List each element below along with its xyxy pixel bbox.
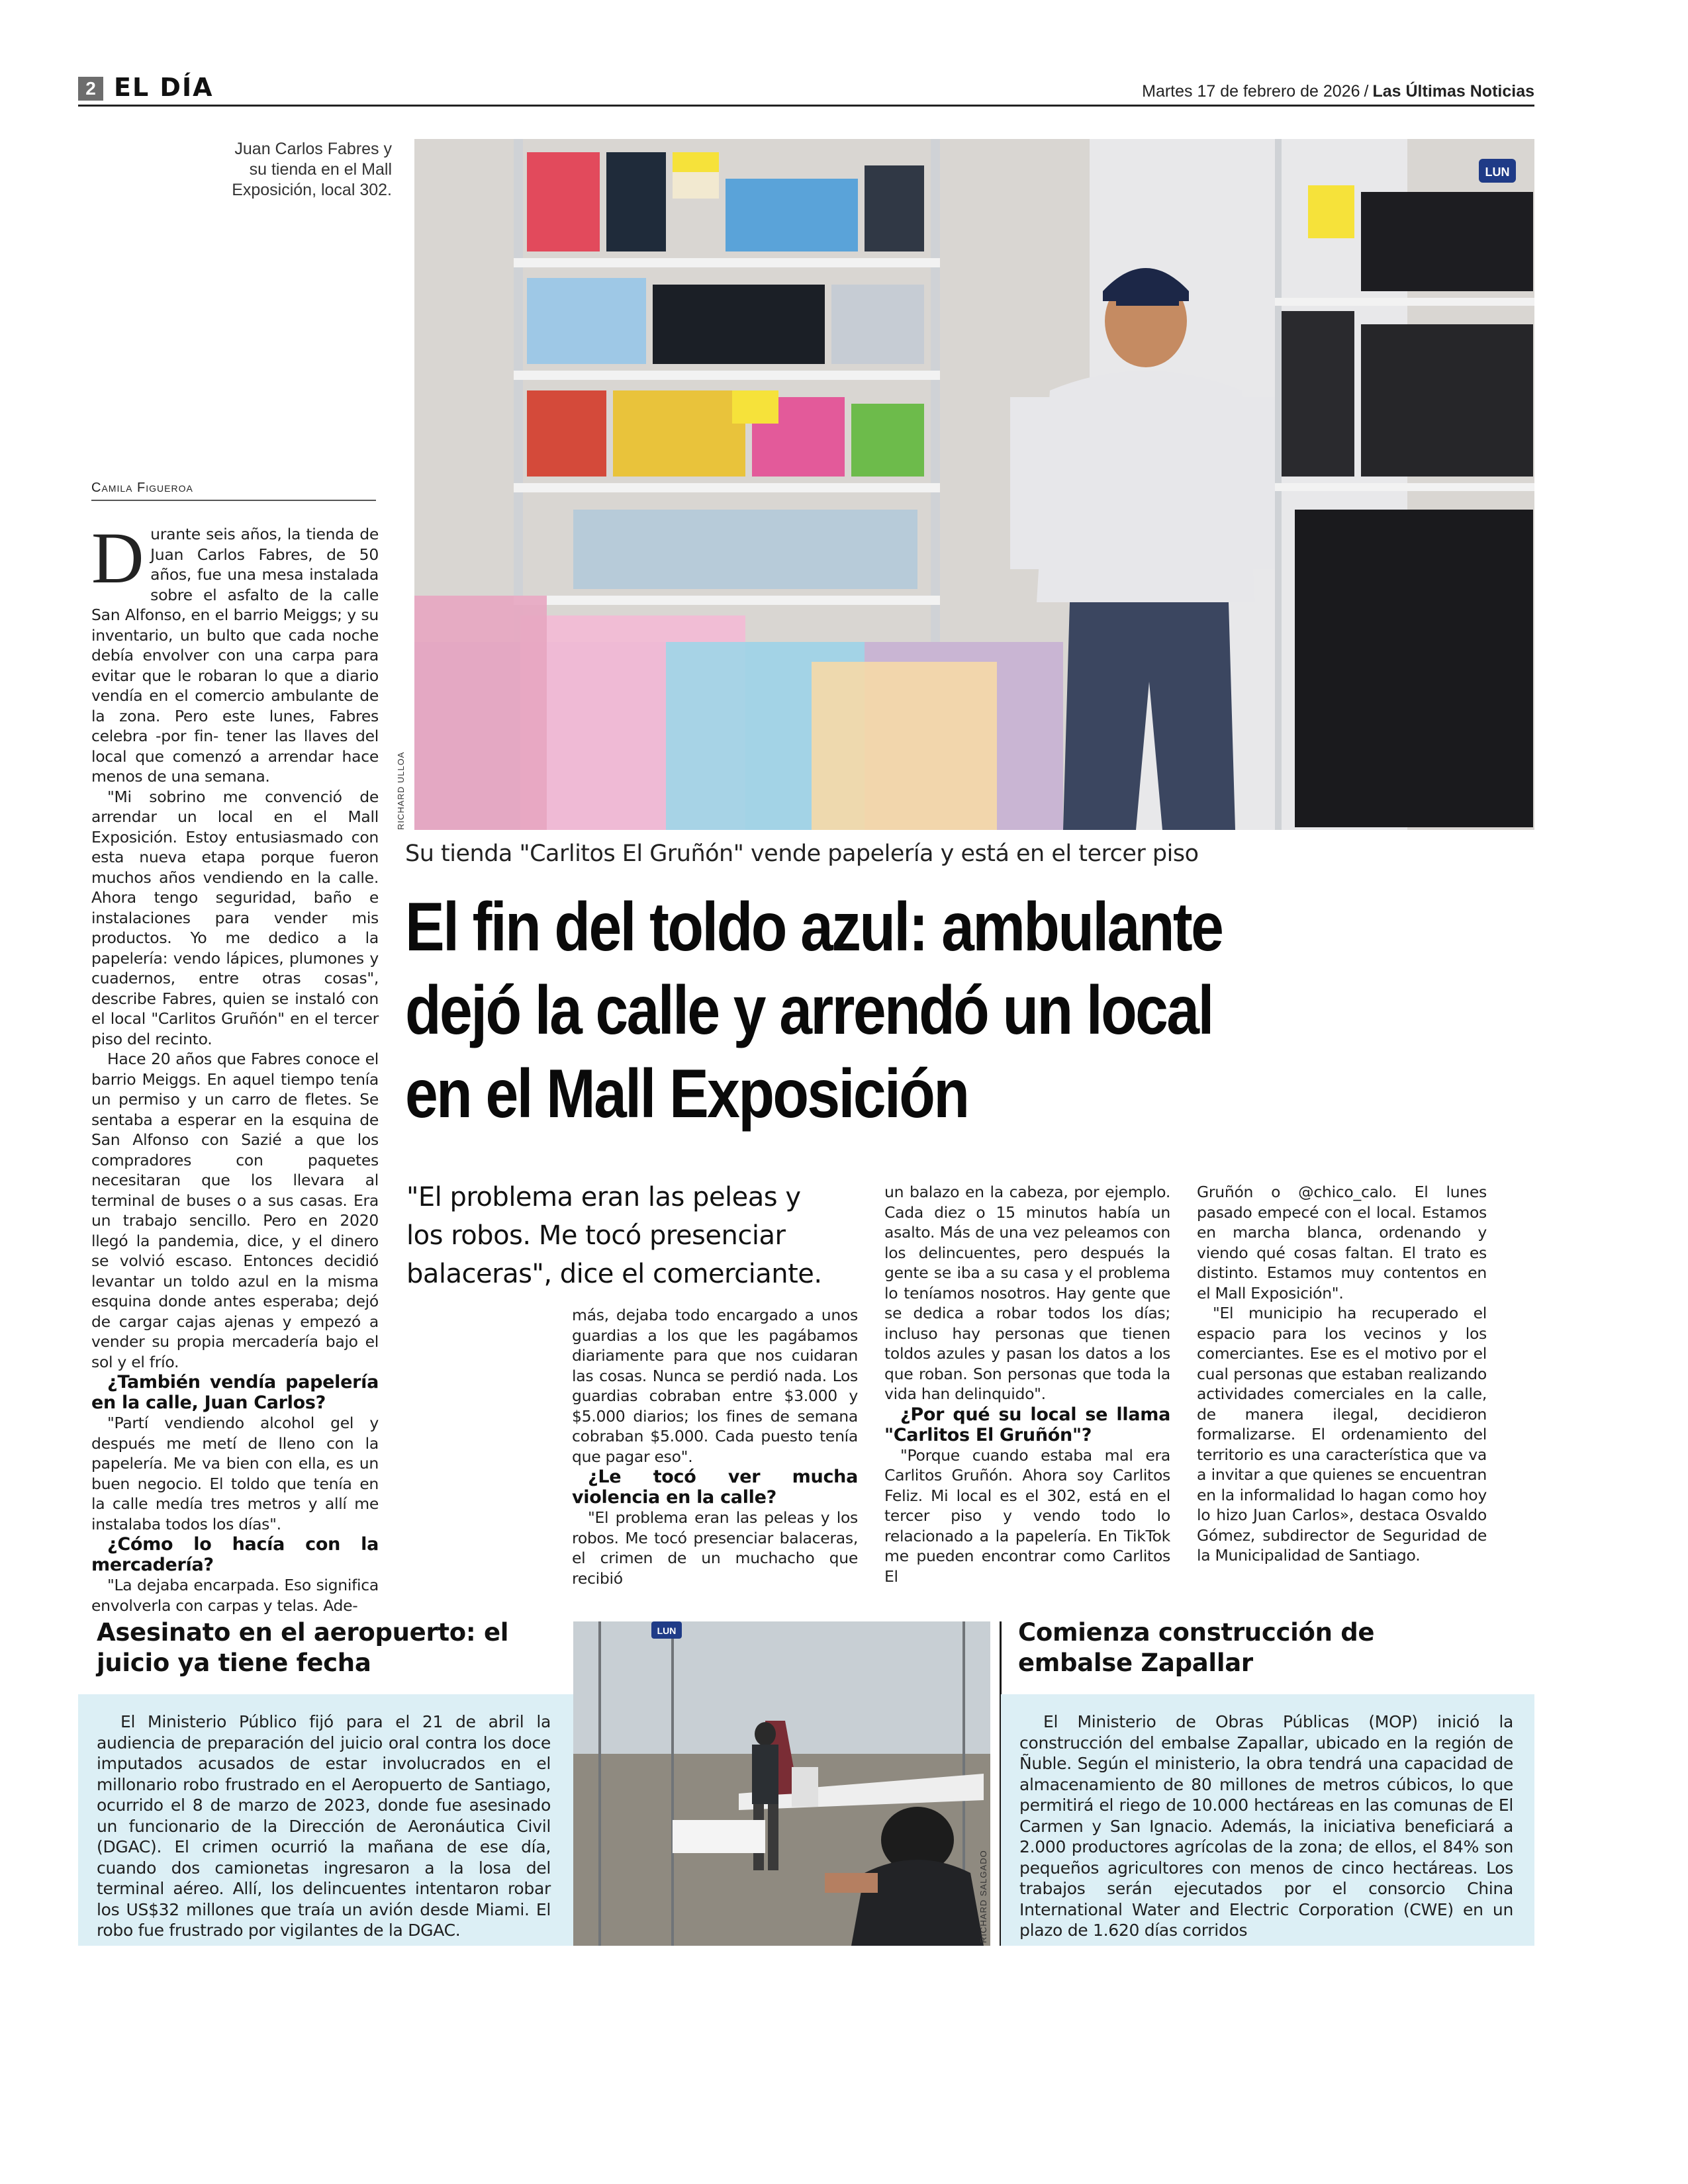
- header-rule: [78, 105, 1534, 107]
- brief-right-title: Comienza construcción de embalse Zapallar: [1018, 1618, 1375, 1677]
- body-column-2: [572, 1305, 858, 1588]
- section-title: EL DÍA: [114, 73, 214, 102]
- pull-quote: "El problema eran las peleas y los robos. Me tocó presenciar balaceras", dice el comerciante.: [406, 1182, 822, 1289]
- photo-credit: RICHARD ULLOA: [396, 751, 406, 830]
- paragraph: "Partí vendiendo alcohol gel y después me metí de lleno con la papelería. Me va bien con ella, es un buen negocio. El toldo que tenía en la calle medía tres metros y allí me instalaba todos los días".: [91, 1414, 379, 1533]
- byline: Camila Figueroa: [91, 480, 376, 501]
- paragraph: "Porque cuando estaba mal era Carlitos Gruñón. Ahora soy Carlitos Feliz. Mi local es el 302, está en el tercer piso y vendo todo lo relacionado a la papelería. En TikTok me pueden encontrar como Carlitos El: [884, 1445, 1170, 1586]
- page-number: 2: [78, 77, 103, 101]
- kicker: Su tienda "Carlitos El Gruñón" vende papelería y está en el tercer piso: [405, 841, 1199, 867]
- stationery-shop-illustration: [414, 139, 1534, 830]
- dateline: [1142, 82, 1534, 101]
- headline: [405, 886, 1544, 1136]
- interview-question: ¿Por qué su local se llama "Carlitos El Gruñón"?: [884, 1404, 1170, 1445]
- interview-question: ¿Cómo lo hacía con la mercadería?: [91, 1534, 379, 1575]
- publication-name: Las Últimas Noticias: [1372, 82, 1534, 101]
- headline-line-3: en el Mall Exposición: [405, 1056, 968, 1132]
- body-column-1: [91, 518, 379, 1615]
- paragraph: "La dejaba encarpada. Eso significa envolverla con carpas y telas. Ade-: [91, 1576, 379, 1615]
- brief-left-title: Asesinato en el aeropuerto: el juicio ya tiene fecha: [97, 1618, 509, 1677]
- brief-photo-credit: RICHARD SALGADO: [978, 1850, 988, 1943]
- body-column-3: [884, 1182, 1170, 1586]
- paragraph: "El problema eran las peleas y los robos. Me tocó presenciar balaceras, el crimen de un muchacho que recibió: [572, 1508, 858, 1588]
- paragraph: Gruñón o @chico_calo. El lunes pasado empecé con el local. Estamos en marcha blanca, ordenando y viendo qué cosas faltan. El trato es distinto. Estamos muy contentos en el Mall Exposición".: [1197, 1183, 1487, 1302]
- brief-right-box: [1001, 1694, 1534, 1946]
- dateline-separator: /: [1364, 82, 1369, 101]
- headline-line-1: El fin del toldo azul: ambulante: [405, 889, 1223, 966]
- paragraph: un balazo en la cabeza, por ejemplo. Cada diez o 15 minutos había un asalto. Más de una vez peleamos con los delincuentes, pero después la gente se iba a su casa y el problema lo teníamos nosotros. Hay gente que se dedica a robar todos los días; incluso hay personas que tienen toldos azules y pasan los datos a los que roban. Son personas que toda la vida han delinquido".: [884, 1183, 1170, 1403]
- paragraph: más, dejaba todo encargado a unos guardias a los que les pagábamos diariamente para que nos cuidaran las cosas. Nunca se perdió nada. Los guardias cobraban entre $3.000 y $5.000 diarios; los fines de semana cobraban $5.000. Cada puesto tenía que pagar eso".: [572, 1306, 858, 1466]
- drop-cap: D: [91, 518, 144, 598]
- interview-question: ¿Le tocó ver mucha violencia en la calle?: [572, 1467, 858, 1508]
- brief-left-text: El Ministerio Público fijó para el 21 de abril la audiencia de preparación del juicio oral contra los doce imputados acusados de estar involucrados en el millonario robo frustrado en el Aeropuerto de Santiago, ocurrido el 8 de marzo de 2023, donde fue asesinado un funcionario de la Dirección de Aeronáutica Civil (DGAC). El crimen ocurrió la mañana de ese día, cuando dos camionetas ingresaron a la losa del terminal aéreo. Allí, los delincuentes intentaron robar los US$32 millones que traía un avión desde Miami. El robo fue frustrado por vigilantes de la DGAC.: [97, 1712, 551, 1940]
- paragraph: "Mi sobrino me convenció de arrendar un local en el Mall Exposición. Estoy entusiasmado con esta nueva etapa porque fueron muchos años vendiendo en la calle. Ahora tengo seguridad, baño e instalaciones para vender mis productos. Yo me dedico a la papelería: vendo lápices, plumones y cuadernos, entre otras cosas", describe Fabres, quien se instaló con el local "Carlitos Gruñón" en el tercer piso del recinto.: [91, 787, 379, 1048]
- brief-photo: [573, 1621, 990, 1946]
- interview-question: ¿También vendía papelería en la calle, Juan Carlos?: [91, 1372, 379, 1413]
- paragraph: "El municipio ha recuperado el espacio para los vecinos y los comerciantes. Ese es el motivo por el cual personas que estaban realizando actividades comerciales en la calle, de manera ilegal, decidieron formalizarse. El ordenamiento del territorio es una característica que va a invitar a que quienes se encuentran en la informalidad lo hagan como hoy lo hizo Juan Carlos», destaca Osvaldo Gómez, subdirector de Seguridad de la Municipalidad de Santiago.: [1197, 1304, 1487, 1565]
- photo-caption: Juan Carlos Fabres y su tienda en el Mall Exposición, local 302.: [232, 140, 392, 199]
- headline-line-2: dejó la calle y arrendó un local: [405, 972, 1213, 1049]
- paragraph: Durante seis años, la tienda de Juan Carlos Fabres, de 50 años, fue una mesa instalada sobre el asfalto de la calle San Alfonso, en el barrio Meiggs; y su inventario, un bulto que cada noche debía envolver con una carpa para evitar que le robaran lo que a diario vendía en el comercio ambulante de la zona. Pero este lunes, Fabres celebra -por fin- tener las llaves del local que comenzó a arrendar hace menos de una semana.: [91, 518, 379, 786]
- photo-badge: LUN: [1485, 165, 1510, 179]
- brief-right-text: El Ministerio de Obras Públicas (MOP) inició la construcción del embalse Zapallar, ubicado en la región de Ñuble. Según el ministerio, la obra tendrá una capacidad de almacenamiento de 80 millones de metros cúbicos, lo que permitirá el riego de 10.000 hectáreas en las comunas de El Carmen y San Ignacio. Además, la iniciativa beneficiará a 2.000 productores agrícolas de la zona; de ellos, el 84% son pequeños agricultores con menos de cinco hectáreas. Los trabajos serán ejecutados por el consorcio China International Water and Electric Corporation (CWE) en un plazo de 1.620 días corridos: [1019, 1712, 1513, 1940]
- body-column-4: [1197, 1182, 1487, 1566]
- brief-left-box: [78, 1694, 573, 1946]
- main-photo: [414, 139, 1534, 830]
- paragraph: Hace 20 años que Fabres conoce el barrio Meiggs. En aquel tiempo tenía un permiso y un carro de fletes. Se sentaba a esperar en la esquina de San Alfonso con Sazié a que los compradores con paquetes necesitaran que los llevara al terminal de buses o a sus casas. Era un trabajo sencillo. Pero en 2020 llegó la pandemia, dice, y el dinero se volvió escaso. Entonces decidió levantar un toldo azul en la misma esquina donde antes esperaba; dejó de cargar cajas ajenas y empezó a vender su propia mercadería bajo el sol y el frío.: [91, 1050, 379, 1371]
- issue-date: Martes 17 de febrero de 2026: [1142, 82, 1360, 101]
- brief-photo-badge: LUN: [657, 1625, 677, 1636]
- airport-security-illustration: [573, 1621, 990, 1946]
